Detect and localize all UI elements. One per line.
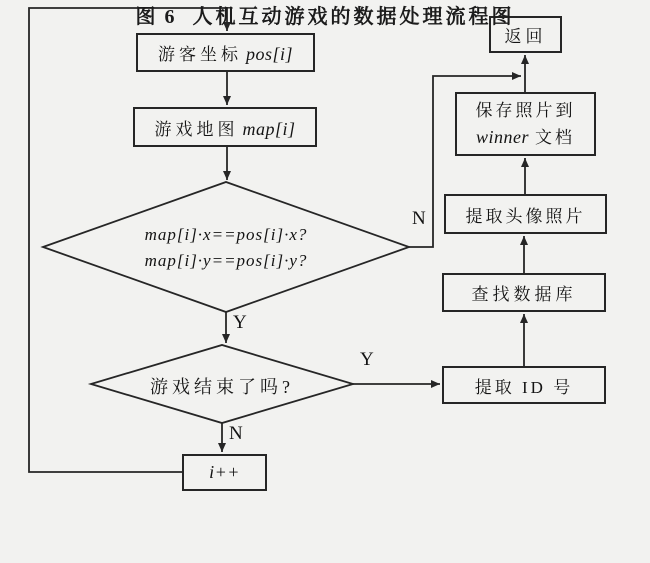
- node-increment: [182, 454, 267, 491]
- branch-label-check-no: N: [412, 208, 426, 229]
- node-increment-label: i++: [209, 462, 240, 482]
- node-save-photo-line2: winner 文档: [475, 127, 575, 147]
- node-return-label: 返回: [504, 27, 547, 46]
- node-search-db: [442, 273, 606, 312]
- decision-coord-check-text: [58, 222, 394, 274]
- node-game-map-label: 游戏地图 map[i]: [154, 118, 296, 139]
- figure-caption-number: 图 6: [135, 6, 177, 28]
- decision-game-over-text: 游戏结束了吗?: [150, 377, 294, 397]
- node-search-db-label: 查找数据库: [471, 285, 577, 304]
- branch-label-check-yes: Y: [233, 312, 247, 333]
- node-save-photo-line1: 保存照片到: [475, 101, 576, 120]
- node-save-photo: [455, 92, 596, 156]
- node-extract-id-label: 提取 ID 号: [474, 377, 574, 397]
- coord-check-line1: map[i]·x==pos[i]·x?: [144, 225, 308, 244]
- figure-caption-text: 人机互动游戏的数据处理流程图: [192, 6, 515, 28]
- node-extract-photo-label: 提取头像照片: [465, 206, 586, 226]
- coord-check-line2: map[i]·y==pos[i]·y?: [144, 251, 308, 270]
- branch-label-gameover-no: N: [229, 423, 243, 444]
- node-game-map: [133, 107, 317, 147]
- node-visitor-pos: [136, 33, 315, 72]
- node-extract-id: [442, 366, 606, 404]
- node-visitor-pos-label: 游客坐标 pos[i]: [157, 44, 293, 64]
- figure-caption: [0, 0, 650, 29]
- branch-label-gameover-yes: Y: [360, 349, 374, 370]
- node-extract-photo: [444, 194, 607, 234]
